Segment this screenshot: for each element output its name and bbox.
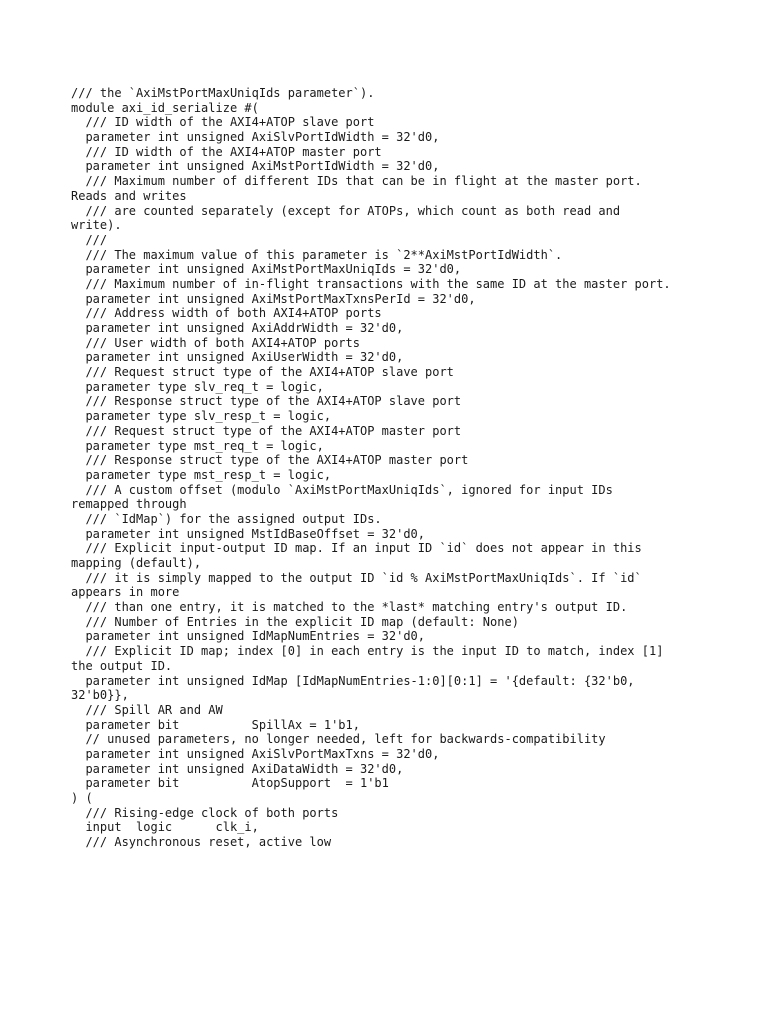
code-line: /// Request struct type of the AXI4+ATOP slave port bbox=[71, 365, 454, 380]
code-line: parameter type mst_resp_t = logic, bbox=[71, 467, 332, 482]
code-line: /// Request struct type of the AXI4+ATOP master port bbox=[71, 423, 462, 438]
code-line: input logic clk_i, bbox=[71, 820, 259, 835]
code-line: /// The maximum value of this parameter is `2**AxiMstPortIdWidth`. bbox=[71, 247, 563, 262]
code-line: parameter int unsigned MstIdBaseOffset = 32'd0, bbox=[71, 526, 426, 541]
code-line: parameter bit AtopSupport = 1'b1 bbox=[71, 776, 389, 791]
code-line: /// Maximum number of different IDs that can be in flight at the master port. bbox=[71, 174, 642, 189]
code-line: /// ID width of the AXI4+ATOP slave port bbox=[71, 115, 375, 130]
code-line: /// the `AxiMstPortMaxUniqIds parameter`). bbox=[71, 86, 375, 100]
code-line: /// User width of both AXI4+ATOP ports bbox=[71, 335, 360, 350]
code-line: /// Spill AR and AW bbox=[71, 702, 223, 717]
code-line: /// than one entry, it is matched to the *last* matching entry's output ID. bbox=[71, 600, 628, 615]
code-line: parameter int unsigned AxiMstPortIdWidth = 32'd0, bbox=[71, 159, 440, 174]
code-line: /// ID width of the AXI4+ATOP master port bbox=[71, 144, 382, 159]
code-line: /// A custom offset (modulo `AxiMstPortMaxUniqIds`, ignored for input IDs bbox=[71, 482, 613, 497]
code-line: parameter int unsigned AxiMstPortMaxUniqIds = 32'd0, bbox=[71, 262, 462, 277]
code-line: the output ID. bbox=[71, 658, 173, 673]
code-line: appears in more bbox=[71, 585, 180, 600]
code-line: /// Asynchronous reset, active low bbox=[71, 835, 332, 850]
code-line: 32'b0}}, bbox=[71, 688, 129, 703]
code-listing bbox=[71, 86, 721, 850]
code-line: /// Address width of both AXI4+ATOP ports bbox=[71, 306, 382, 321]
code-line: /// Response struct type of the AXI4+ATOP master port bbox=[71, 453, 469, 468]
code-line: parameter int unsigned AxiMstPortMaxTxnsPerId = 32'd0, bbox=[71, 291, 476, 306]
code-line: parameter int unsigned AxiSlvPortMaxTxns = 32'd0, bbox=[71, 746, 440, 761]
code-line: /// are counted separately (except for ATOPs, which count as both read and bbox=[71, 203, 621, 218]
code-line: parameter type slv_req_t = logic, bbox=[71, 379, 324, 394]
code-line: parameter int unsigned AxiAddrWidth = 32'd0, bbox=[71, 321, 404, 335]
code-line: module axi_id_serialize #( bbox=[71, 100, 259, 115]
code-line: Reads and writes bbox=[71, 188, 187, 203]
code-line: /// bbox=[71, 232, 108, 247]
code-line: /// Number of Entries in the explicit ID map (default: None) bbox=[71, 614, 519, 629]
code-line: parameter int unsigned AxiDataWidth = 32'd0, bbox=[71, 761, 404, 776]
code-line: mapping (default), bbox=[71, 556, 202, 570]
code-line: parameter int unsigned AxiSlvPortIdWidth = 32'd0, bbox=[71, 130, 440, 145]
code-line: // unused parameters, no longer needed, left for backwards-compatibility bbox=[71, 732, 606, 747]
code-line: /// `IdMap`) for the assigned output IDs. bbox=[71, 511, 382, 526]
code-line: ) ( bbox=[71, 791, 93, 805]
code-line: /// Explicit ID map; index [0] in each entry is the input ID to match, index [1] bbox=[71, 644, 664, 659]
code-line: parameter type mst_req_t = logic, bbox=[71, 438, 324, 453]
code-line: write). bbox=[71, 218, 122, 233]
code-line: parameter int unsigned AxiUserWidth = 32'd0, bbox=[71, 350, 404, 365]
code-line: parameter int unsigned IdMap [IdMapNumEntries-1:0][0:1] = '{default: {32'b0, bbox=[71, 673, 635, 688]
code-line: parameter bit SpillAx = 1'b1, bbox=[71, 717, 360, 732]
code-line: /// Response struct type of the AXI4+ATOP slave port bbox=[71, 394, 462, 409]
code-line: /// Explicit input-output ID map. If an input ID `id` does not appear in this bbox=[71, 541, 642, 556]
code-line: parameter int unsigned IdMapNumEntries = 32'd0, bbox=[71, 629, 426, 644]
code-line: /// Rising-edge clock of both ports bbox=[71, 805, 339, 820]
code-line: /// it is simply mapped to the output ID `id % AxiMstPortMaxUniqIds`. If `id` bbox=[71, 570, 642, 585]
code-line: remapped through bbox=[71, 497, 187, 512]
code-line: /// Maximum number of in-flight transactions with the same ID at the master port. bbox=[71, 276, 671, 291]
code-line: parameter type slv_resp_t = logic, bbox=[71, 409, 332, 424]
